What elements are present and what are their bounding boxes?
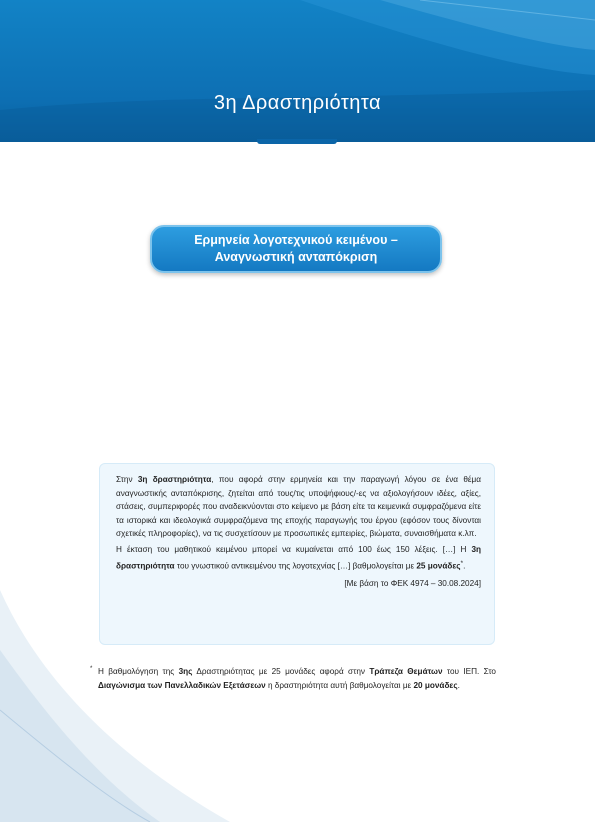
info-paragraph-1: Στην 3η δραστηριότητα, που αφορά στην ερμηνεία και την παραγωγή λόγου σε ένα θέμα αναγνωστικής ανταπόκρισης, ζητείται από τους/τις υποψήφιους/-ες να αξιολογήσουν ιδέες, αξίες, στάσεις, συμπεριφορές που αναδεικνύονται στο κείμενο με βάση είτε τα κειμενικά συμφραζόμενα είτε τα ιστορικά και ιδεολογικά συμφραζόμενα της εποχής παραγωγής του έργου (εφόσον τους δίνονται σχετικές πληροφορίες), να τις συσχετίσουν με προσωπικές εμπειρίες, βιώματα, συναισθήματα κ.λπ. <box>116 475 481 539</box>
bold-text: 3η δραστηριότητα <box>116 544 481 571</box>
section-title-line-1: Ερμηνεία λογοτεχνικού κειμένου – <box>194 233 398 247</box>
footnote: * Η βαθμολόγηση της 3ης Δραστηριότητας με 25 μονάδες αφορά στην Τράπεζα Θεμάτων του ΙΕΠ. Στο Διαγώνισμα των Πανελλαδικών Εξετάσεων η δραστηριότητα αυτή βαθμολογείται με 20 μονάδες. <box>98 665 496 693</box>
source-citation: [Με βάση το ΦΕΚ 4974 – 30.08.2024] <box>344 578 481 588</box>
header-wave-decoration <box>0 0 595 142</box>
bold-score: 25 μονάδες <box>416 561 461 571</box>
section-title-line-2: Αναγνωστική ανταπόκριση <box>214 250 378 264</box>
footnote-mark: * <box>90 666 93 672</box>
info-paragraph-2: Η έκταση του μαθητικού κειμένου μπορεί να κυμαίνεται από 100 έως 150 λέξεις. […] Η 3η δραστηριότητα του γνωστικού αντικειμένου της λογοτεχνίας […] βαθμολογείται με 25 μονάδες*. <box>116 544 481 571</box>
section-title-badge <box>150 225 442 273</box>
footnote-ref: * <box>460 559 464 567</box>
header-tab-decoration <box>257 139 337 144</box>
page-title: 3η Δραστηριότητα <box>213 92 382 114</box>
page-header <box>0 0 595 142</box>
info-box <box>99 463 495 645</box>
bold-text: 3η δραστηριότητα <box>137 475 212 484</box>
